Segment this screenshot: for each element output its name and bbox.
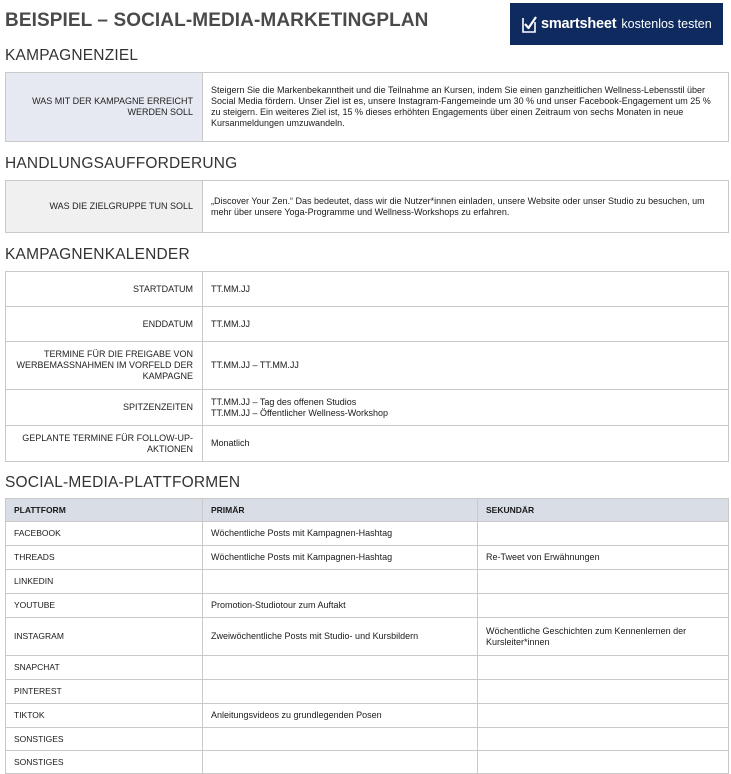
platform-name: THREADS bbox=[6, 546, 203, 570]
logo-brand: smartsheet bbox=[541, 16, 617, 32]
campaign-goal-table bbox=[5, 72, 729, 142]
platforms-title: SOCIAL-MEDIA-PLATTFORMEN bbox=[5, 474, 241, 491]
primary-cell[interactable] bbox=[203, 656, 478, 680]
platforms-table bbox=[5, 498, 729, 774]
calendar-value[interactable]: TT.MM.JJ – Tag des offenen Studios TT.MM.JJ – Öffentlicher Wellness-Workshop bbox=[203, 390, 729, 426]
calendar-label: TERMINE FÜR DIE FREIGABE VON WERBEMASSNAHMEN IM VORFELD DER KAMPAGNE bbox=[6, 342, 203, 390]
secondary-cell[interactable]: Wöchentliche Geschichten zum Kennenlernen der Kursleiter*innen bbox=[478, 618, 729, 656]
table-row bbox=[6, 522, 729, 546]
call-to-action-table bbox=[5, 180, 729, 233]
table-row bbox=[6, 728, 729, 751]
call-to-action-value[interactable]: „Discover Your Zen.“ Das bedeutet, dass wir die Nutzer*innen einladen, unsere Website oder unser Studio zu besuchen, um mehr über unsere Yoga-Programme und Wellness-Workshops zu erfahren. bbox=[203, 181, 729, 233]
secondary-cell[interactable] bbox=[478, 751, 729, 774]
column-header-platform: PLATTFORM bbox=[6, 499, 203, 522]
calendar-label: SPITZENZEITEN bbox=[6, 390, 203, 426]
secondary-cell[interactable] bbox=[478, 728, 729, 751]
calendar-value[interactable]: TT.MM.JJ bbox=[203, 307, 729, 342]
checkmark-icon bbox=[522, 16, 537, 33]
platform-name: TIKTOK bbox=[6, 704, 203, 728]
table-row bbox=[6, 656, 729, 680]
platform-name: YOUTUBE bbox=[6, 594, 203, 618]
calendar-title: KAMPAGNENKALENDER bbox=[5, 246, 190, 263]
secondary-cell[interactable] bbox=[478, 704, 729, 728]
secondary-cell[interactable] bbox=[478, 522, 729, 546]
table-row bbox=[6, 680, 729, 704]
primary-cell[interactable]: Promotion-Studiotour zum Auftakt bbox=[203, 594, 478, 618]
platform-name: SONSTIGES bbox=[6, 728, 203, 751]
primary-cell[interactable] bbox=[203, 751, 478, 774]
platform-name: FACEBOOK bbox=[6, 522, 203, 546]
primary-cell[interactable] bbox=[203, 728, 478, 751]
calendar-row bbox=[6, 272, 729, 307]
table-row bbox=[6, 618, 729, 656]
calendar-row bbox=[6, 426, 729, 462]
campaign-goal-title: KAMPAGNENZIEL bbox=[5, 47, 139, 64]
calendar-row bbox=[6, 307, 729, 342]
calendar-label: GEPLANTE TERMINE FÜR FOLLOW-UP-AKTIONEN bbox=[6, 426, 203, 462]
platform-name: SNAPCHAT bbox=[6, 656, 203, 680]
primary-cell[interactable] bbox=[203, 570, 478, 594]
column-header-secondary: SEKUNDÄR bbox=[478, 499, 729, 522]
platform-name: SONSTIGES bbox=[6, 751, 203, 774]
calendar-row bbox=[6, 342, 729, 390]
secondary-cell[interactable]: Re-Tweet von Erwähnungen bbox=[478, 546, 729, 570]
table-row bbox=[6, 570, 729, 594]
table-row bbox=[6, 704, 729, 728]
call-to-action-row bbox=[6, 181, 729, 233]
primary-cell[interactable]: Zweiwöchentliche Posts mit Studio- und Kursbildern bbox=[203, 618, 478, 656]
smartsheet-logo-button[interactable] bbox=[510, 3, 723, 45]
campaign-goal-value[interactable]: Steigern Sie die Markenbekanntheit und die Teilnahme an Kursen, indem Sie einen ganzheitlichen Wellness-Lebensstil über Social Media fördern. Unser Ziel ist es, unsere Instagram-Fangemeinde um 30 % und unser Facebook-Engagement um 25 % zu steigern. Ein weiteres Ziel ist, 15 % dieses erhöhten Engagements über einen Zeitraum von sechs Monaten in neue Kursanmeldungen umzuwandeln. bbox=[203, 73, 729, 142]
secondary-cell[interactable] bbox=[478, 570, 729, 594]
primary-cell[interactable] bbox=[203, 680, 478, 704]
platform-name: LINKEDIN bbox=[6, 570, 203, 594]
call-to-action-label: WAS DIE ZIELGRUPPE TUN SOLL bbox=[6, 181, 203, 233]
table-row bbox=[6, 751, 729, 774]
table-row bbox=[6, 546, 729, 570]
calendar-label: ENDDATUM bbox=[6, 307, 203, 342]
call-to-action-title: HANDLUNGSAUFFORDERUNG bbox=[5, 155, 238, 172]
page-title: BEISPIEL – SOCIAL-MEDIA-MARKETINGPLAN bbox=[5, 10, 429, 31]
calendar-value[interactable]: TT.MM.JJ bbox=[203, 272, 729, 307]
primary-cell[interactable]: Wöchentliche Posts mit Kampagnen-Hashtag bbox=[203, 546, 478, 570]
primary-cell[interactable]: Anleitungsvideos zu grundlegenden Posen bbox=[203, 704, 478, 728]
calendar-table bbox=[5, 271, 729, 462]
secondary-cell[interactable] bbox=[478, 656, 729, 680]
primary-cell[interactable]: Wöchentliche Posts mit Kampagnen-Hashtag bbox=[203, 522, 478, 546]
table-row bbox=[6, 594, 729, 618]
platform-name: PINTEREST bbox=[6, 680, 203, 704]
secondary-cell[interactable] bbox=[478, 680, 729, 704]
calendar-label: STARTDATUM bbox=[6, 272, 203, 307]
calendar-row bbox=[6, 390, 729, 426]
platform-name: INSTAGRAM bbox=[6, 618, 203, 656]
campaign-goal-row bbox=[6, 73, 729, 142]
secondary-cell[interactable] bbox=[478, 594, 729, 618]
calendar-value[interactable]: Monatlich bbox=[203, 426, 729, 462]
calendar-value[interactable]: TT.MM.JJ – TT.MM.JJ bbox=[203, 342, 729, 390]
platforms-header-row bbox=[6, 499, 729, 522]
logo-cta: kostenlos testen bbox=[621, 17, 712, 31]
column-header-primary: PRIMÄR bbox=[203, 499, 478, 522]
campaign-goal-label: WAS MIT DER KAMPAGNE ERREICHT WERDEN SOLL bbox=[6, 73, 203, 142]
